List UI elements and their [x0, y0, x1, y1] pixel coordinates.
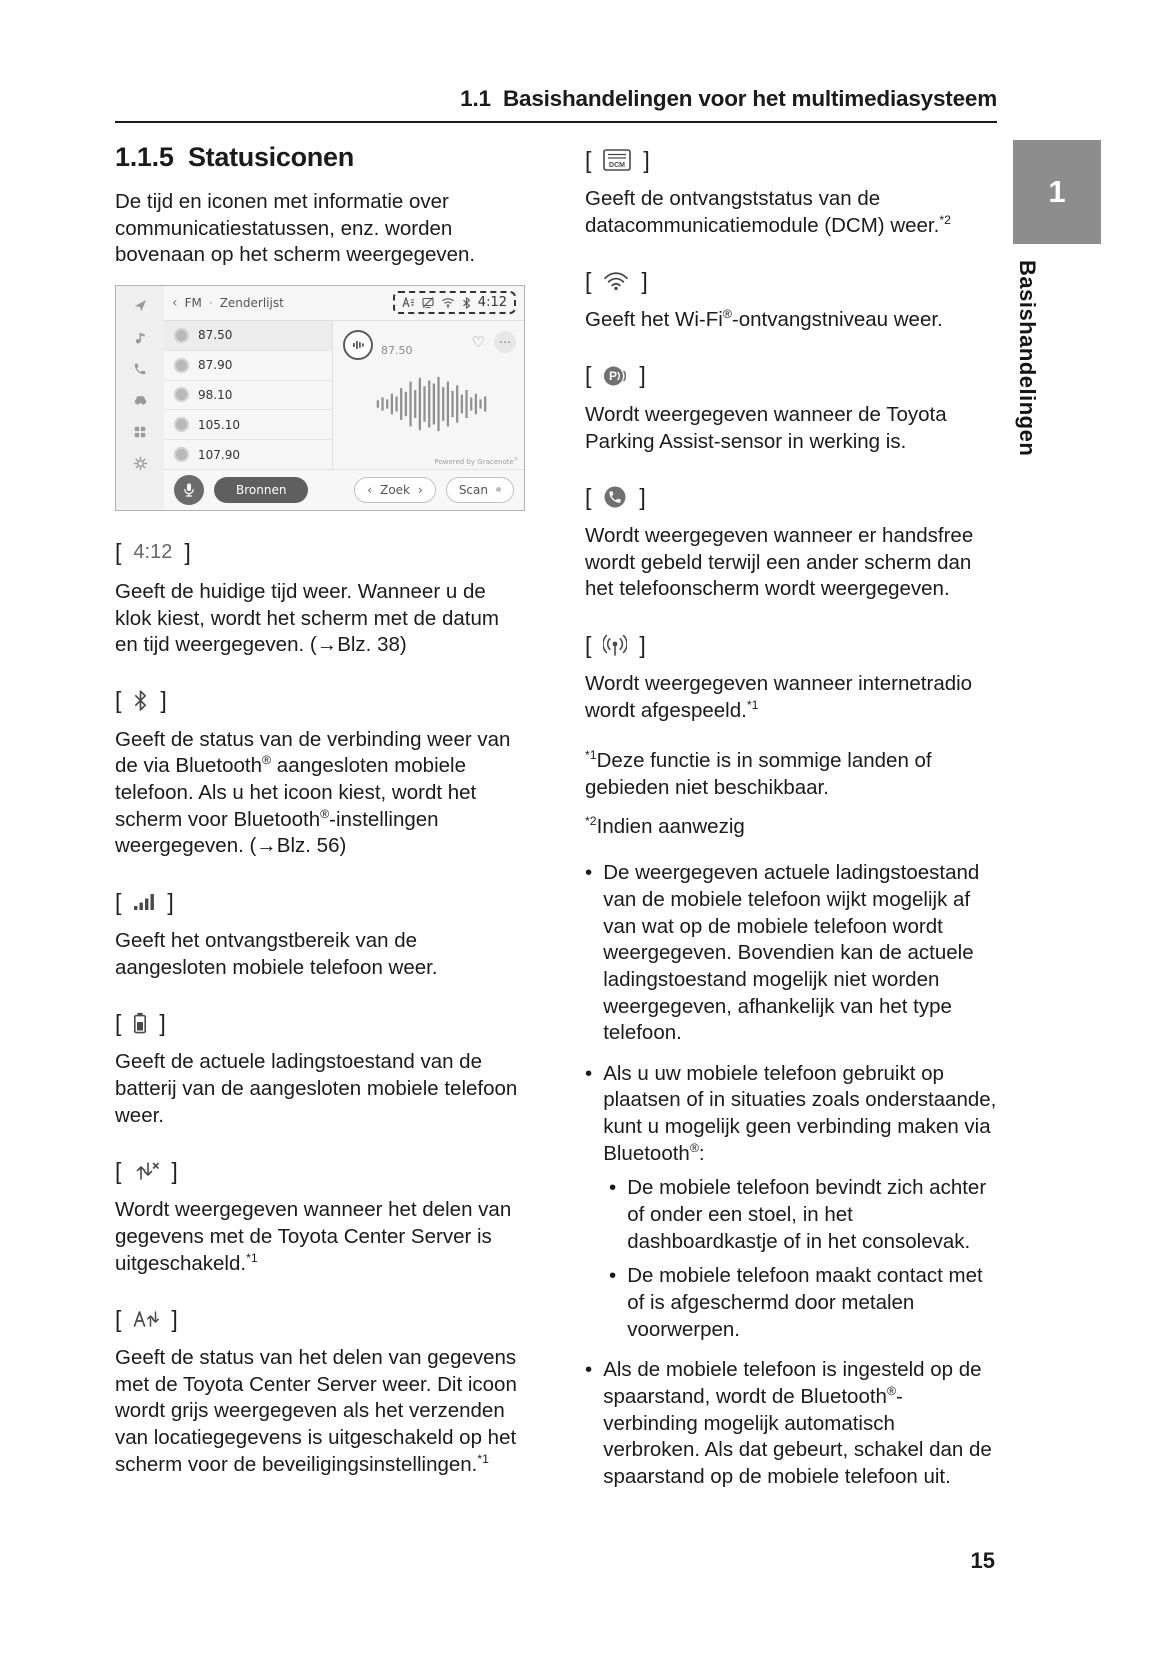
data-sharing-icon [133, 1309, 159, 1329]
note-subitem [609, 1263, 997, 1343]
right-column [585, 142, 997, 1490]
car-icon[interactable] [133, 393, 148, 408]
seek-next-icon[interactable]: › [418, 482, 423, 497]
wifi-icon [603, 271, 629, 291]
station-logo-icon [174, 447, 189, 462]
entry-description: Geeft de actuele ladingstoestand van de batterij van de aangesloten mobiele telefoon weer. [115, 1050, 518, 1127]
section-heading: 1.1.5 Statusiconen [115, 142, 354, 172]
breadcrumb-separator: · [208, 295, 213, 310]
dcm-text: DCM [609, 162, 626, 169]
section-intro: De tijd en iconen met informatie over communicatiestatussen, enz. worden bovenaan op het scherm weergegeven. [115, 190, 476, 267]
entry-description: Wordt weergegeven wanneer de Toyota Parking Assist-sensor in werking is. [585, 402, 947, 453]
entry-description: Geeft de status van de verbinding weer van de via Bluetooth® aangesloten mobiele telefoon. Als u het icoon kiest, wordt het scherm voor Bluetooth®-instellingen weergegeven. (→Blz. 56) [115, 727, 511, 858]
bracket: ] [184, 539, 191, 566]
station-frequency: 87.90 [198, 358, 233, 373]
entry-description: Wordt weergegeven wanneer er handsfree wordt gebeld terwijl een ander scherm dan het telefoonscherm wordt weergegeven. [585, 524, 974, 601]
station-logo-icon [174, 417, 189, 432]
parking-letter: P [609, 369, 618, 384]
status-entry-signal [115, 887, 527, 917]
list-label: Zenderlijst [219, 295, 284, 310]
station-frequency: 105.10 [198, 417, 240, 432]
seek-label: Zoek [380, 482, 410, 497]
scan-label: Scan [458, 482, 488, 497]
status-entry-bluetooth [115, 686, 527, 716]
station-logo-icon [174, 387, 189, 402]
bullet-marker: • [585, 1061, 593, 1085]
bracket: ] [643, 146, 650, 173]
content-columns [115, 142, 997, 1490]
screenshot-bottombar [164, 469, 524, 510]
chapter-tab [1013, 140, 1101, 244]
status-entry-phone-call [585, 482, 997, 512]
note-text: Als u uw mobiele telefoon gebruikt op plaatsen of in situaties zoals onderstaande, kunt u mogelijk geen verbinding maken via Bluetooth®: [603, 1061, 997, 1165]
signal-strength-icon [133, 893, 155, 911]
gracenote-credit: Powered by Gracenote® [434, 456, 518, 466]
bracket: ] [639, 483, 646, 510]
entry-description: Wordt weergegeven wanneer het delen van gegevens met de Toyota Center Server is uitgeschakeld.$^{*1}$ [115, 1198, 512, 1275]
microphone-button[interactable] [174, 475, 204, 505]
station-frequency: 98.10 [198, 387, 233, 402]
station-logo-icon [174, 328, 189, 343]
seek-prev-icon[interactable]: ‹ [367, 482, 373, 497]
battery-icon [133, 1012, 147, 1034]
station-row[interactable] [164, 381, 332, 411]
station-row[interactable] [164, 351, 332, 381]
bullet-marker: • [609, 1264, 617, 1288]
screenshot-app-rail [116, 286, 164, 510]
multimedia-screenshot [115, 285, 525, 511]
bullet-marker: • [585, 1358, 593, 1382]
bluetooth-icon [462, 297, 471, 309]
bracket: ] [171, 1305, 178, 1332]
bracket: [ [585, 362, 592, 389]
source-label[interactable]: FM [184, 295, 202, 310]
phone-icon[interactable] [133, 362, 147, 376]
station-row[interactable] [164, 321, 332, 351]
bracket: ] [641, 267, 648, 294]
parking-sensor-icon [603, 364, 627, 388]
entry-description: Geeft het ontvangstbereik van de aangesloten mobiele telefoon weer. [115, 929, 438, 979]
data-sharing-off-icon [133, 1161, 159, 1181]
status-entry-wifi [585, 266, 997, 296]
page-number: 15 [970, 1548, 995, 1573]
bracket: [ [115, 1157, 122, 1184]
statusbar-clock[interactable]: 4:12 [477, 295, 507, 311]
note-item [585, 1357, 997, 1490]
page-header-title: 1.1 Basishandelingen voor het multimediasysteem [115, 86, 997, 123]
now-playing-pane [333, 321, 524, 469]
station-frequency: 87.50 [198, 328, 233, 343]
footnote-1: $^{*1}$Deze functie is in sommige landen of gebieden niet beschikbaar. [585, 748, 932, 800]
bracket: ] [160, 687, 167, 714]
station-row[interactable] [164, 440, 332, 469]
station-list [164, 321, 333, 469]
station-frequency: 107.90 [198, 447, 240, 462]
station-logo-icon [174, 358, 189, 373]
entry-description: Geeft de status van het delen van gegevens met de Toyota Center Server weer. Dit icoon wordt grijs weergegeven als het verzenden van locatiegegevens is uitgeschakeld op het scherm voor de beveiligingsinstellingen.$^{*1}$ [115, 1346, 517, 1476]
entry-description: Wordt weergegeven wanneer internetradio wordt afgespeeld.$^{*1}$ [585, 672, 973, 722]
settings-gear-icon[interactable] [133, 456, 148, 471]
status-entry-parking [585, 361, 997, 391]
text-size-icon [402, 297, 415, 308]
status-entry-clock [115, 538, 527, 568]
equalizer-button[interactable] [343, 330, 373, 360]
entry-description: Geeft de huidige tijd weer. Wanneer u de klok kiest, wordt het scherm met de datum en tijd weergegeven. (→Blz. 38) [115, 579, 499, 657]
chapter-vertical-label: Basishandelingen [1015, 260, 1040, 457]
bracket: [ [115, 1009, 122, 1036]
bracket: [ [115, 539, 122, 566]
statusbar-highlight [393, 291, 516, 314]
bracket: ] [639, 631, 646, 658]
bracket: ] [639, 362, 646, 389]
footnote-2: $^{*2}$Indien aanwezig [585, 813, 745, 838]
bracket: [ [115, 1305, 122, 1332]
seek-button[interactable] [354, 477, 436, 503]
screenshot-body [164, 320, 524, 469]
status-entry-data-sharing-off [115, 1156, 527, 1186]
note-text: De weergegeven actuele ladingstoestand van de mobiele telefoon wijkt mogelijk af van wat op de mobiele telefoon wordt weergegeven. Bovendien kan de actuele ladingstoestand mogelijk niet worden weergegeven, afhankelijk van het type telefoon. [603, 861, 980, 1045]
more-options-button[interactable]: ⋯ [494, 331, 516, 353]
screenshot-main [164, 286, 524, 510]
screenshot-topbar [164, 286, 524, 320]
scan-indicator-dot [496, 487, 501, 492]
favorite-heart-icon[interactable]: ♡ [471, 332, 485, 351]
music-note-icon[interactable] [133, 330, 148, 345]
navigation-icon[interactable] [133, 298, 148, 313]
bracket: ] [167, 888, 174, 915]
bracket: [ [585, 267, 592, 294]
bluetooth-icon [133, 690, 148, 711]
chapter-number: 1 [1048, 174, 1066, 209]
entry-description: Geeft het Wi-Fi®-ontvangstniveau weer. [585, 307, 943, 332]
bracket: ] [171, 1157, 178, 1184]
scan-button[interactable] [446, 477, 514, 503]
note-item [585, 1061, 997, 1168]
sources-button[interactable]: Bronnen [214, 477, 308, 503]
status-entry-internet-radio [585, 630, 997, 660]
note-text: De mobiele telefoon maakt contact met of is afgeschermd door metalen voorwerpen. [627, 1264, 983, 1341]
status-entry-battery [115, 1008, 527, 1038]
bracket: [ [585, 483, 592, 510]
station-row[interactable] [164, 410, 332, 440]
bracket: ] [159, 1009, 166, 1036]
status-entry-data-sharing [115, 1304, 527, 1334]
bullet-marker: • [609, 1176, 617, 1200]
back-chevron-icon[interactable]: ‹ [172, 294, 178, 311]
device-off-icon [422, 297, 434, 308]
bracket: [ [585, 146, 592, 173]
wifi-icon [441, 297, 455, 308]
bracket: [ [115, 687, 122, 714]
bracket: [ [115, 888, 122, 915]
internet-radio-icon [603, 634, 627, 656]
note-text: Als de mobiele telefoon is ingesteld op de spaarstand, wordt de Bluetooth®-verbinding mogelijk automatisch verbroken. Als dat gebeurt, schakel dan de spaarstand op de mobiele telefoon uit. [603, 1358, 992, 1488]
apps-grid-icon[interactable] [133, 425, 147, 439]
entry-description: Geeft de ontvangststatus van de datacommunicatiemodule (DCM) weer.$^{*2}$ [585, 187, 951, 237]
bullet-marker: • [585, 861, 593, 885]
status-entry-dcm [585, 145, 997, 175]
phone-call-icon [603, 485, 627, 509]
clock-time-text: 4:12 [133, 541, 173, 564]
left-column [115, 142, 527, 1490]
note-text: De mobiele telefoon bevindt zich achter of onder een stoel, in het dashboardkastje of in het consolevak. [627, 1176, 987, 1253]
note-subitem [609, 1175, 997, 1255]
dcm-icon [603, 149, 631, 171]
now-playing-frequency: 87.50 [381, 344, 413, 358]
audio-waveform [376, 371, 488, 437]
bracket: [ [585, 631, 592, 658]
note-item [585, 860, 997, 1046]
